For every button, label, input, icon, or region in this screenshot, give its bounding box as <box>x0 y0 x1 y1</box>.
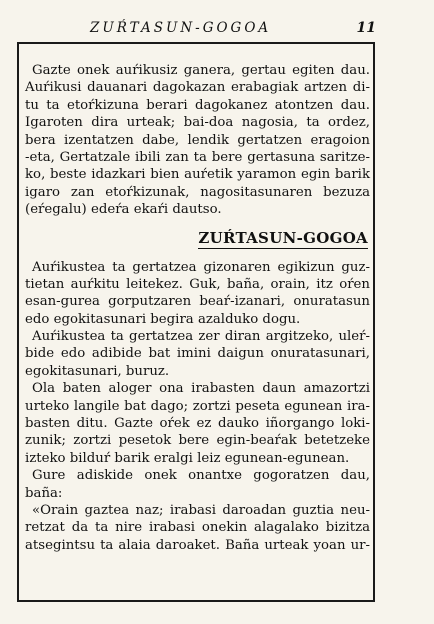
paragraph-1 <box>25 62 370 219</box>
text-line: bera izentatzen dabe, lendik gertatzen eragoion <box>25 132 370 148</box>
text-line: egokitasunari, buruz. <box>25 363 170 379</box>
text-line: Gure adiskide onek onantxe gogoratzen dau, <box>32 468 370 484</box>
text-line: (eŕegalu) edeŕa ekaŕi dautso. <box>25 202 222 218</box>
text-line: esan-gurea gorputzaren beaŕ-izanari, onuratasun <box>25 294 370 310</box>
text-line: edo egokitasunari begira azalduko dogu. <box>25 311 301 327</box>
text-line: izteko bilduŕ barik eralgi leiz egunean-egunean. <box>25 450 350 466</box>
text-line: igaro zan etoŕkizunak, nagositasunaren bezuza <box>25 184 370 200</box>
text-line: Auŕikustea ta gertatzea zer diran argitzeko, uleŕ- <box>32 329 370 345</box>
text-line: -eta, Gertatzale ibili zan ta bere gertasuna saritze- <box>25 149 370 165</box>
page-number: 11 <box>356 20 376 36</box>
paragraph-4 <box>25 380 370 467</box>
section-heading: ZUŔTASUN-GOGOA <box>198 228 368 247</box>
body-text <box>25 62 370 554</box>
text-line: Auŕikustea ta gertatzea gizonaren egikizun guz- <box>32 259 370 275</box>
text-line: tu ta etoŕkizuna berari dagokanez atontzen dau. <box>25 97 370 113</box>
text-line: Igaroten dira urteak; bai-doa nagosia, ta ordez, <box>25 115 370 131</box>
text-line: zunik; zortzi pesetok bere egin-beaŕak betetzeke <box>25 433 370 449</box>
section-heading-wrap <box>25 221 370 255</box>
text-line: atsegintsu ta alaia daroaket. Baña urteak yoan ur- <box>25 537 370 553</box>
text-line: Gazte onek auŕikusiz ganera, gertau egiten dau. <box>32 63 370 78</box>
running-header <box>26 18 398 40</box>
paragraph-5 <box>25 467 370 502</box>
text-line: Auŕikusi dauanari dagokazan erabagiak artzen di- <box>25 80 370 96</box>
paragraph-3 <box>25 328 370 380</box>
text-line: retzat da ta nire irabasi onekin alagalako bizitza <box>25 520 370 536</box>
text-line: ko, beste idazkari bien auŕetik yaramon egin barik <box>25 167 370 183</box>
text-line: bide edo adibide bat imini daigun onuratasunari, <box>25 346 370 362</box>
text-line: tietan auŕkitu leitekez. Guk, baña, orain, itz oŕen <box>25 276 370 292</box>
text-line: «Orain gaztea naz; irabasi daroadan guztia neu- <box>32 502 370 518</box>
running-title: ZUŔTASUN-GOGOA <box>90 20 272 36</box>
text-line: urteko langile bat dago; zortzi peseta egunean ira- <box>25 398 370 414</box>
paragraph-2 <box>25 259 370 329</box>
text-line: baña: <box>25 485 63 501</box>
text-line: basten ditu. Gazte oŕek ez dauko iñorgango loki- <box>25 416 370 432</box>
text-line: Ola baten aloger ona irabasten daun amazortzi <box>32 381 370 397</box>
paragraph-6 <box>25 502 370 554</box>
